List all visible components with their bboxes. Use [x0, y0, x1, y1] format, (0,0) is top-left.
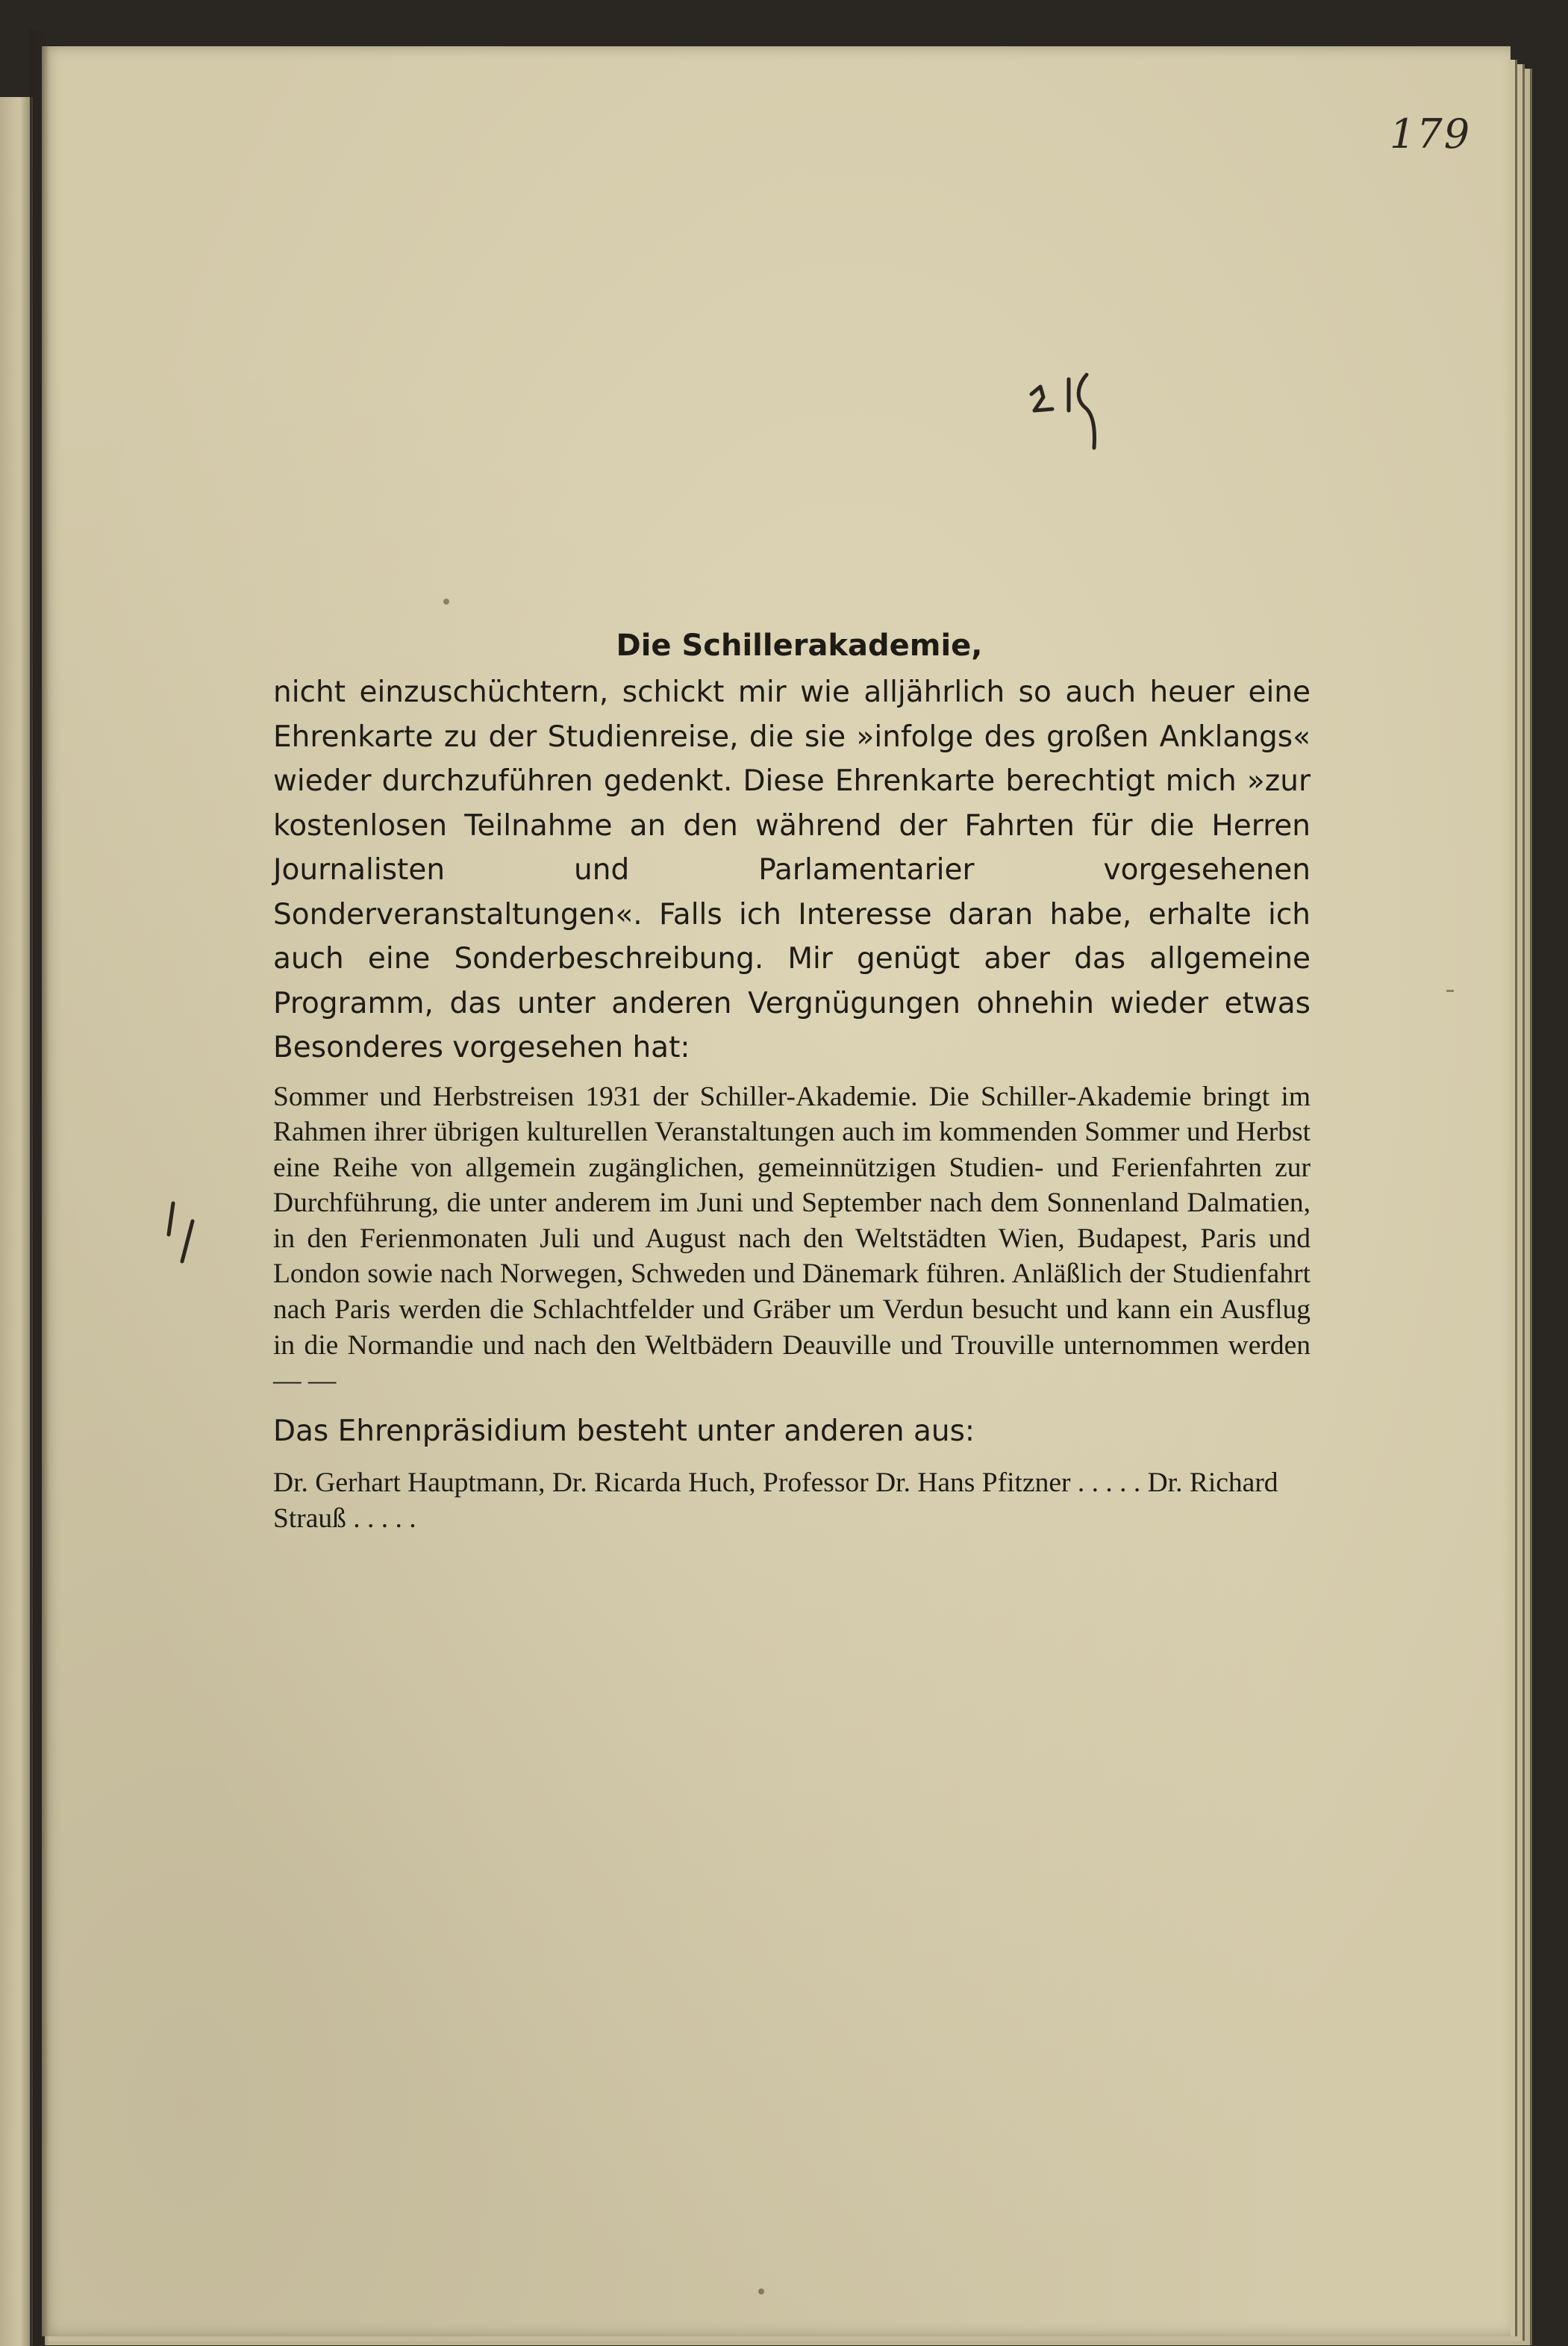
paper-blemish	[443, 599, 449, 605]
handwritten-mark-icon	[1024, 364, 1121, 461]
previous-page-edge	[0, 97, 33, 2346]
main-text-block	[273, 628, 1311, 1537]
body-paragraph: nicht einzuschüchtern, schickt mir wie alljährlich so auch heuer eine Ehrenkarte zu der Studienreise, die sie »infolge des großen Anklangs« wieder durchzuführen gedenkt. Diese Ehrenkarte berechtigt mich »zur kostenlosen Teilnahme an den während der Fahrten für die Herren Journalisten und Parlamentarier vorgesehenen Sonderveranstaltungen«. Falls ich Interesse daran habe, erhalte ich auch eine Sonderbeschreibung. Mir genügt aber das allgemeine Programm, das unter anderen Vergnügungen ohnehin wieder etwas Besonderes vorgesehen hat:	[273, 676, 1311, 1064]
page-number: 179	[1390, 110, 1472, 157]
honorary-board-heading: Das Ehrenpräsidium besteht unter anderen aus:	[273, 1414, 975, 1448]
quoted-program-paragraph: Sommer und Herbstreisen 1931 der Schiller-Akademie. Die Schiller-Akademie bringt im Rahmen ihrer übrigen kulturellen Veranstaltungen auch im kommenden Sommer und Herbst eine Reihe von allgemein zugänglichen, gemeinnützigen Studien- und Ferienfahrten zur Durchführung, die unter anderem im Juni und September nach dem Sonnenland Dalmatien, in den Ferienmonaten Juli und August nach den Weltstädten Wien, Budapest, Paris und London sowie nach Norwegen, Schweden und Dänemark führen. Anläßlich der Studienfahrt nach Paris werden die Schlachtfelder und Gräber um Verdun besucht und kann ein Ausflug in die Normandie und nach den Weltbädern Deauville und Trouville unternommen werden — —	[273, 1081, 1311, 1397]
binding-shadow	[30, 30, 49, 2346]
handwritten-margin-mark-icon	[163, 1199, 202, 1266]
paper-blemish	[1446, 990, 1454, 992]
paper-blemish	[758, 2289, 764, 2294]
honorary-board-names: Dr. Gerhart Hauptmann, Dr. Ricarda Huch, Professor Dr. Hans Pfitzner . . . . . Dr. Richard Strauß . . . . .	[273, 1467, 1278, 1534]
article-heading: Die Schillerakademie,	[616, 628, 983, 663]
